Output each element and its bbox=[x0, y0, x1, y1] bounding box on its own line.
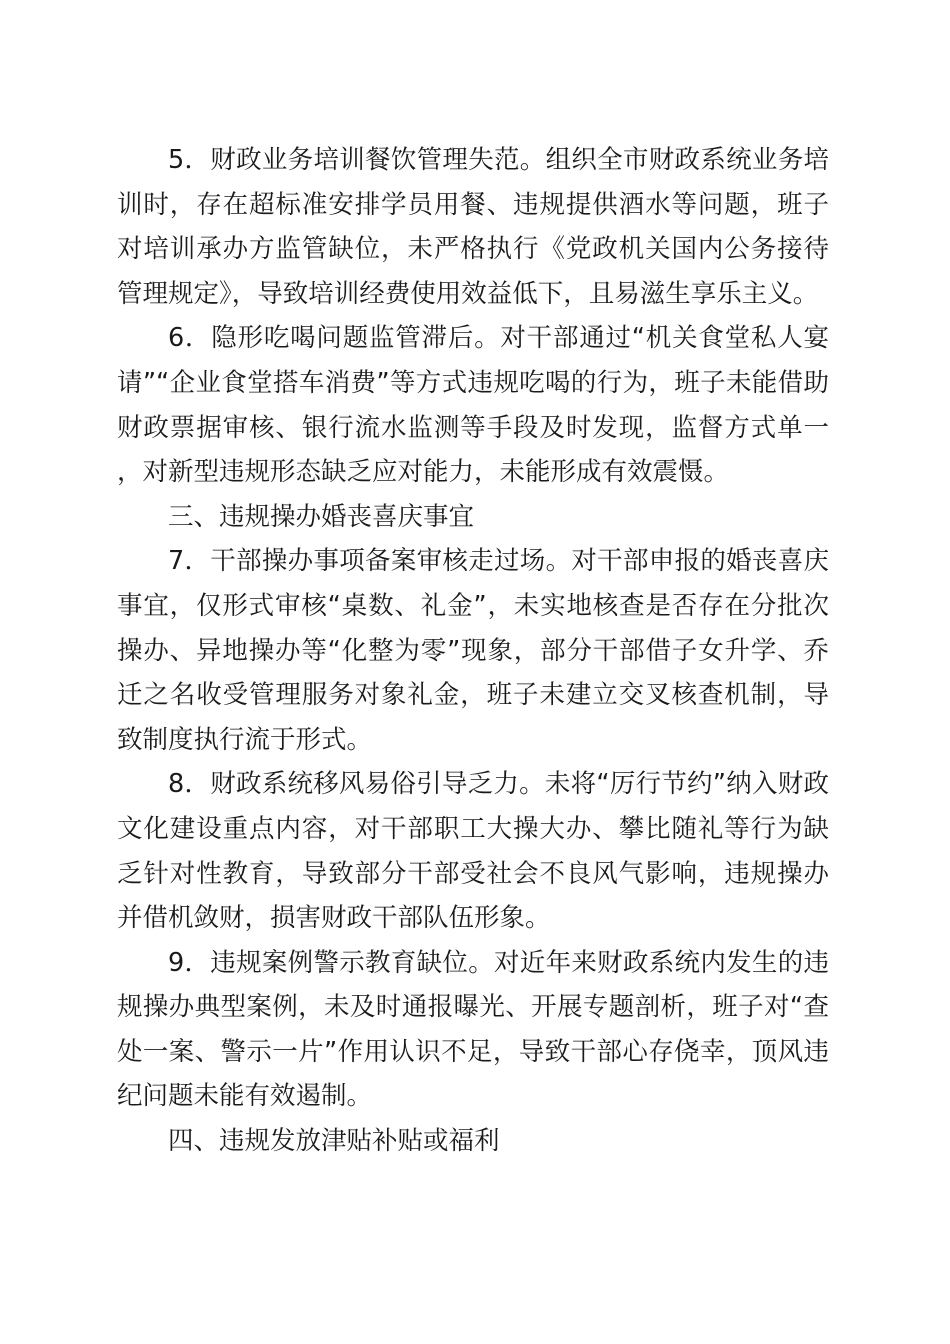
section-heading-4: 四、违规发放津贴补贴或福利 bbox=[168, 1126, 500, 1157]
document-page bbox=[117, 138, 829, 1164]
paragraph-item-6: 6．隐形吃喝问题监管滞后。对干部通过“机关食堂私人宴请”“企业食堂搭车消费”等方式违规吃喝的行为，班子未能借助财政票据审核、银行流水监测等手段及时发现，监督方式单一，对新型违规形态缺乏应对能力，未能形成有效震慑。 bbox=[117, 323, 829, 488]
paragraph-item-9: 9．违规案例警示教育缺位。对近年来财政系统内发生的违规操办典型案例，未及时通报曝光、开展专题剖析，班子对“查处一案、警示一片”作用认识不足，导致干部心存侥幸，顶风违纪问题未能有效遏制。 bbox=[117, 947, 829, 1112]
paragraph-item-8: 8．财政系统移风易俗引导乏力。未将“厉行节约”纳入财政文化建设重点内容，对干部职工大操大办、攀比随礼等行为缺乏针对性教育，导致部分干部受社会不良风气影响，违规操办并借机敛财，损害财政干部队伍形象。 bbox=[117, 769, 829, 934]
paragraph-item-5: 5．财政业务培训餐饮管理失范。组织全市财政系统业务培训时，存在超标准安排学员用餐、违规提供酒水等问题，班子对培训承办方监管缺位，未严格执行《党政机关国内公务接待管理规定》，导致培训经费使用效益低下，且易滋生享乐主义。 bbox=[117, 145, 829, 309]
paragraph-item-7: 7．干部操办事项备案审核走过场。对干部申报的婚丧喜庆事宜，仅形式审核“桌数、礼金”，未实地核查是否存在分批次操办、异地操办等“化整为零”现象，部分干部借子女升学、乔迁之名收受管理服务对象礼金，班子未建立交叉核查机制，导致制度执行流于形式。 bbox=[117, 546, 829, 755]
section-heading-3: 三、违规操办婚丧喜庆事宜 bbox=[168, 501, 475, 532]
